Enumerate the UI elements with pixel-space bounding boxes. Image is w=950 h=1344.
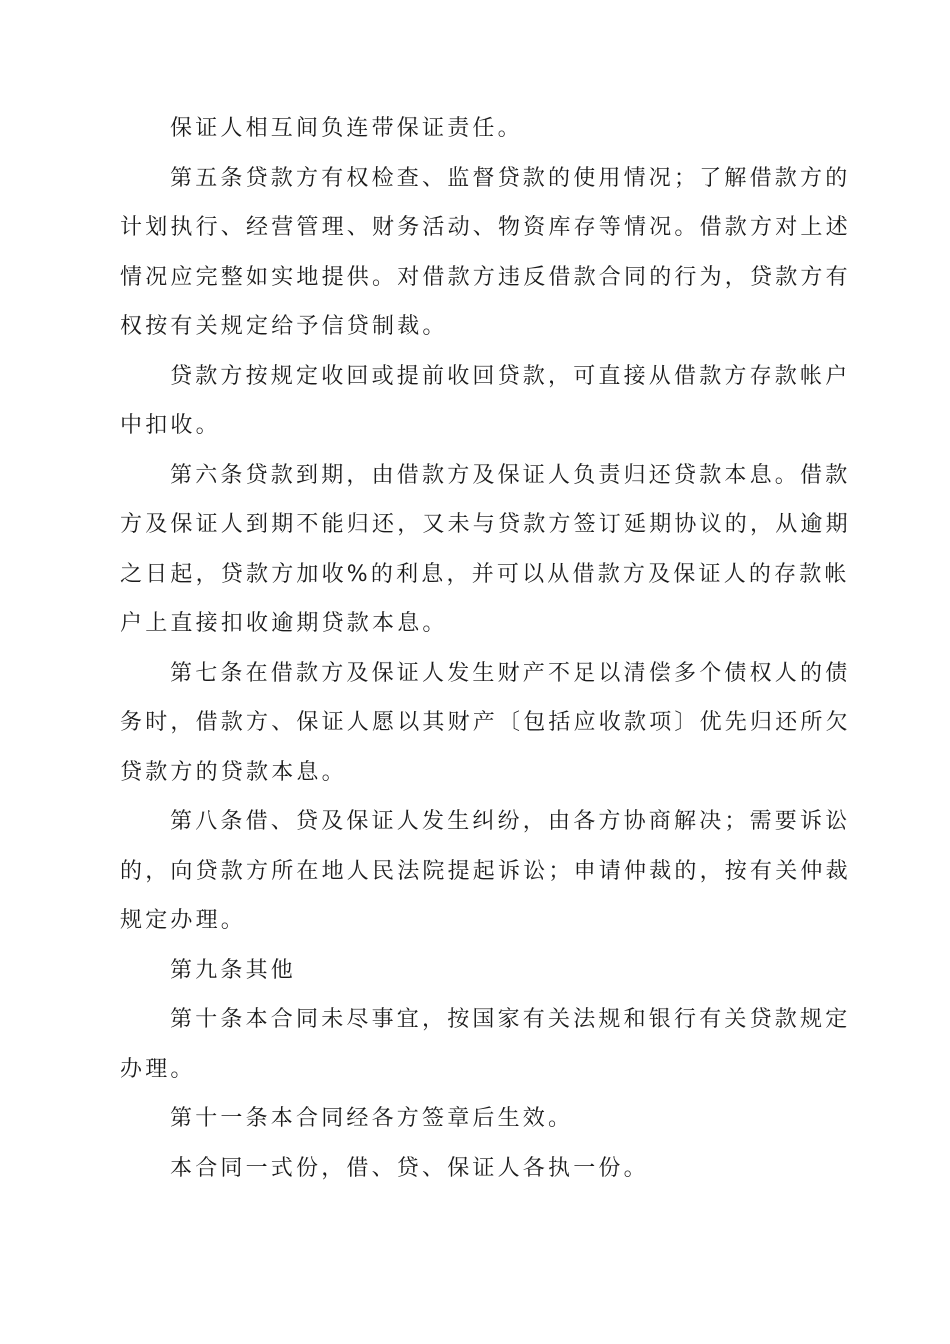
text-line: 贷款方的贷款本息。: [120, 759, 347, 785]
text-line: 第五条贷款方有权检查、监督贷款的使用情况；了解借款方的: [170, 165, 851, 191]
text-line: 方及保证人到期不能归还，又未与贷款方签订延期协议的，从逾期: [120, 512, 851, 537]
text-line: 情况应完整如实地提供。对借款方违反借款合同的行为，贷款方有: [120, 264, 851, 290]
paragraph-article-10: [120, 995, 851, 1094]
text-line: 第八条借、贷及保证人发生纠纷，由各方协商解决；需要诉讼: [170, 809, 851, 834]
paragraph-copies: [120, 1144, 832, 1194]
text-line: 贷款方按规定收回或提前收回贷款，可直接从借款方存款帐户: [170, 363, 851, 389]
paragraph-article-7: [120, 649, 851, 798]
text-line: 计划执行、经营管理、财务活动、物资库存等情况。借款方对上述: [120, 215, 851, 240]
text-line: 规定办理。: [120, 908, 247, 933]
text-line: 本合同一式份，借、贷、保证人各执一份。: [170, 1155, 649, 1181]
text-line: 户上直接扣收逾期贷款本息。: [120, 611, 448, 636]
text-line: 第七条在借款方及保证人发生财产不足以清偿多个债权人的债: [170, 660, 851, 686]
paragraph-article-8: [120, 797, 851, 946]
document-body: [120, 104, 851, 1193]
text-line: 保证人相互间负连带保证责任。: [170, 116, 523, 141]
text-line: 第十条本合同未尽事宜，按国家有关法规和银行有关贷款规定: [170, 1007, 851, 1032]
paragraph-article-11: [120, 1094, 832, 1144]
paragraph-loan-recovery: [120, 352, 851, 451]
text-line: 的，向贷款方所在地人民法院提起诉讼；申请仲裁的，按有关仲裁: [120, 858, 851, 884]
paragraph-guarantor-liability: [120, 104, 832, 154]
text-line: 中扣收。: [120, 413, 221, 438]
text-line: 之日起，贷款方加收%的利息，并可以从借款方及保证人的存款帐: [120, 561, 850, 587]
text-line: 第九条其他: [170, 957, 297, 983]
text-line: 第六条贷款到期，由借款方及保证人负责归还贷款本息。借款: [170, 462, 851, 488]
paragraph-article-9: [120, 946, 832, 996]
text-line: 务时，借款方、保证人愿以其财产〔包括应收款项〕优先归还所欠: [120, 710, 851, 735]
text-line: 第十一条本合同经各方签章后生效。: [170, 1106, 574, 1131]
text-line: 办理。: [120, 1056, 196, 1082]
text-line: 权按有关规定给予信贷制裁。: [120, 314, 448, 339]
paragraph-article-6: [120, 451, 851, 649]
paragraph-article-5: [120, 154, 851, 352]
